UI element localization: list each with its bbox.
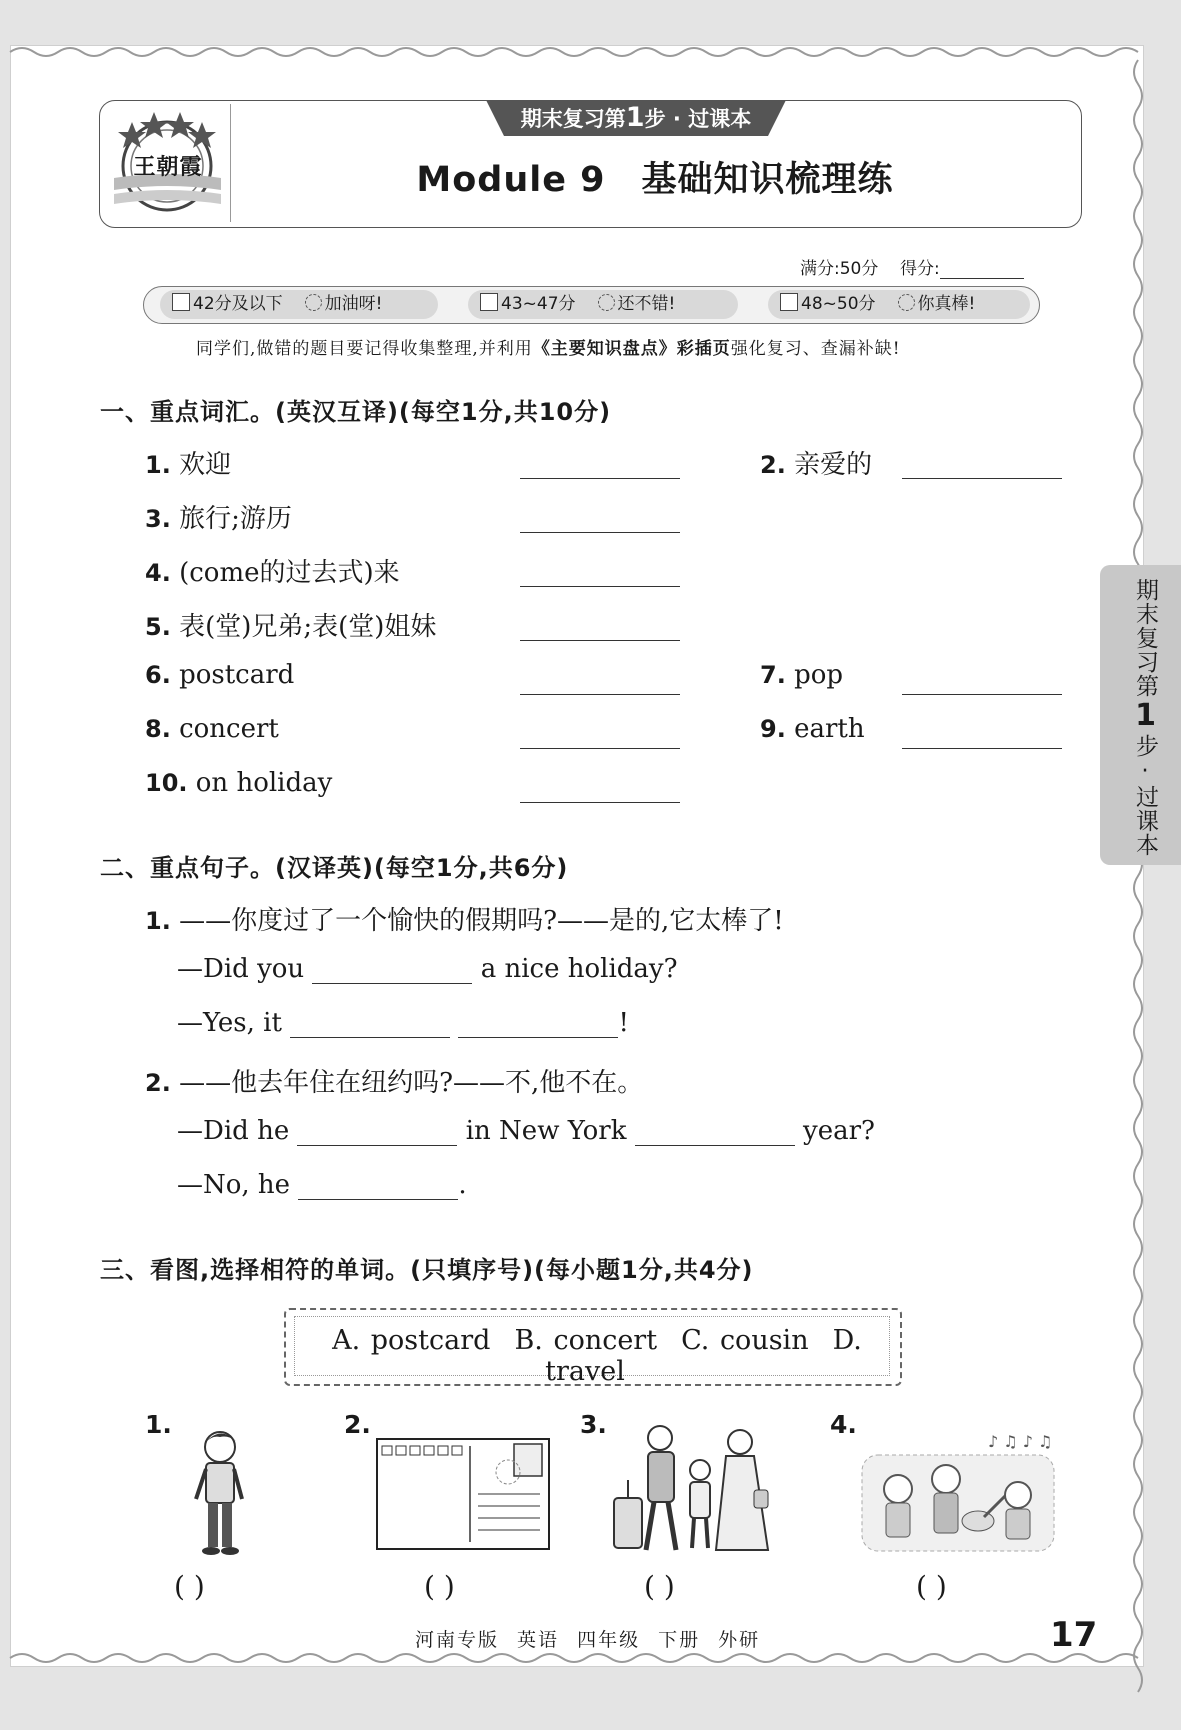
vocab-item-8: 8. concert [145, 714, 279, 744]
footer-edition: 河南专版 英语 四年级 下册 外研 [415, 1629, 761, 1651]
picture-1-number: 1. [145, 1410, 172, 1439]
answer-blank-3[interactable] [520, 532, 680, 533]
answer-blank-10[interactable] [520, 802, 680, 803]
module-label: Module 9 [416, 160, 606, 200]
vocab-item-2: 2. 亲爱的 [760, 450, 873, 480]
sentence-q2-line1: —Did he in New York year? [177, 1116, 875, 1146]
boy-picture [180, 1425, 260, 1560]
answer-blank-5[interactable] [520, 640, 680, 641]
vocab-item-4: 4. (come的过去式)来 [145, 558, 400, 588]
answer-blank-9[interactable] [902, 748, 1062, 749]
picture-3-number: 3. [580, 1410, 607, 1439]
answer-blank-7[interactable] [902, 694, 1062, 695]
answer-paren-4[interactable]: ( ) [916, 1570, 947, 1603]
answer-blank[interactable] [298, 1173, 458, 1200]
score-segment-2: 43~47分 还不错! [468, 290, 738, 319]
section-2-title: 二、重点句子。(汉译英)(每空1分,共6分) [100, 854, 569, 882]
score-blank[interactable] [940, 260, 1024, 279]
choice-c: C. cousin [681, 1325, 809, 1356]
instruction-note: 同学们,做错的题目要记得收集整理,并利用《主要知识盘点》彩插页强化复习、查漏补缺! [196, 339, 901, 359]
checkbox-icon[interactable] [780, 293, 798, 311]
smiley-icon [598, 294, 615, 311]
choice-d: D. travel [545, 1325, 862, 1387]
answer-blank-4[interactable] [520, 586, 680, 587]
answer-blank[interactable] [297, 1119, 457, 1146]
answer-blank-2[interactable] [902, 478, 1062, 479]
sentence-q2-line2: —No, he . [177, 1170, 467, 1200]
side-tab-text: 期末复习第1步·过课本 [1128, 578, 1163, 857]
answer-paren-1[interactable]: ( ) [174, 1570, 205, 1603]
vocab-item-1: 1. 欢迎 [145, 450, 232, 480]
smiley-icon [305, 294, 322, 311]
vocab-item-7: 7. pop [760, 660, 844, 690]
choice-b: B. concert [514, 1325, 658, 1356]
answer-blank-8[interactable] [520, 748, 680, 749]
answer-blank[interactable] [635, 1119, 795, 1146]
title-text: 基础知识梳理练 [641, 160, 894, 200]
vocab-item-10: 10. on holiday [145, 768, 333, 798]
section-3-title: 三、看图,选择相符的单词。(只填序号)(每小题1分,共4分) [100, 1256, 754, 1284]
logo-text: 王朝霞 [133, 154, 203, 180]
answer-blank[interactable] [312, 957, 472, 984]
vocab-item-5: 5. 表(堂)兄弟;表(堂)姐妹 [145, 612, 437, 642]
picture-2-number: 2. [344, 1410, 371, 1439]
page-number: 17 [1050, 1615, 1098, 1655]
family-travel-picture [608, 1420, 780, 1560]
answer-blank-1[interactable] [520, 478, 680, 479]
sentence-q2-chinese: 2. ——他去年住在纽约吗?——不,他不在。 [145, 1068, 644, 1098]
vocab-item-9: 9. earth [760, 714, 865, 744]
sentence-q1-line1: —Did you a nice holiday? [177, 954, 678, 984]
choice-a: A. postcard [332, 1325, 491, 1356]
checkbox-icon[interactable] [480, 293, 498, 311]
answer-paren-2[interactable]: ( ) [424, 1570, 455, 1603]
postcard-picture [376, 1438, 550, 1550]
word-choices [284, 1325, 898, 1387]
vocab-item-6: 6. postcard [145, 660, 295, 690]
section-1-title: 一、重点词汇。(英汉互译)(每空1分,共10分) [100, 398, 612, 426]
header-tab: 期末复习第1步 · 过课本 [520, 102, 752, 133]
score-segment-3: 48~50分 你真棒! [768, 290, 1030, 319]
svg-text:♪ ♫ ♪ ♫: ♪ ♫ ♪ ♫ [988, 1432, 1053, 1451]
concert-picture [858, 1425, 1058, 1560]
score-segment-1: 42分及以下 加油呀! [160, 290, 438, 319]
picture-4-number: 4. [830, 1410, 857, 1439]
page-title [230, 152, 1080, 202]
answer-paren-3[interactable]: ( ) [644, 1570, 675, 1603]
score-line: 满分:50分 得分: [800, 254, 1024, 279]
answer-blank[interactable] [290, 1011, 450, 1038]
answer-blank[interactable] [458, 1011, 618, 1038]
smiley-icon [898, 294, 915, 311]
vocab-item-3: 3. 旅行;游历 [145, 504, 292, 534]
sentence-q1-chinese: 1. ——你度过了一个愉快的假期吗?——是的,它太棒了! [145, 906, 784, 936]
sentence-q1-line2: —Yes, it ! [177, 1008, 629, 1038]
checkbox-icon[interactable] [172, 293, 190, 311]
answer-blank-6[interactable] [520, 694, 680, 695]
